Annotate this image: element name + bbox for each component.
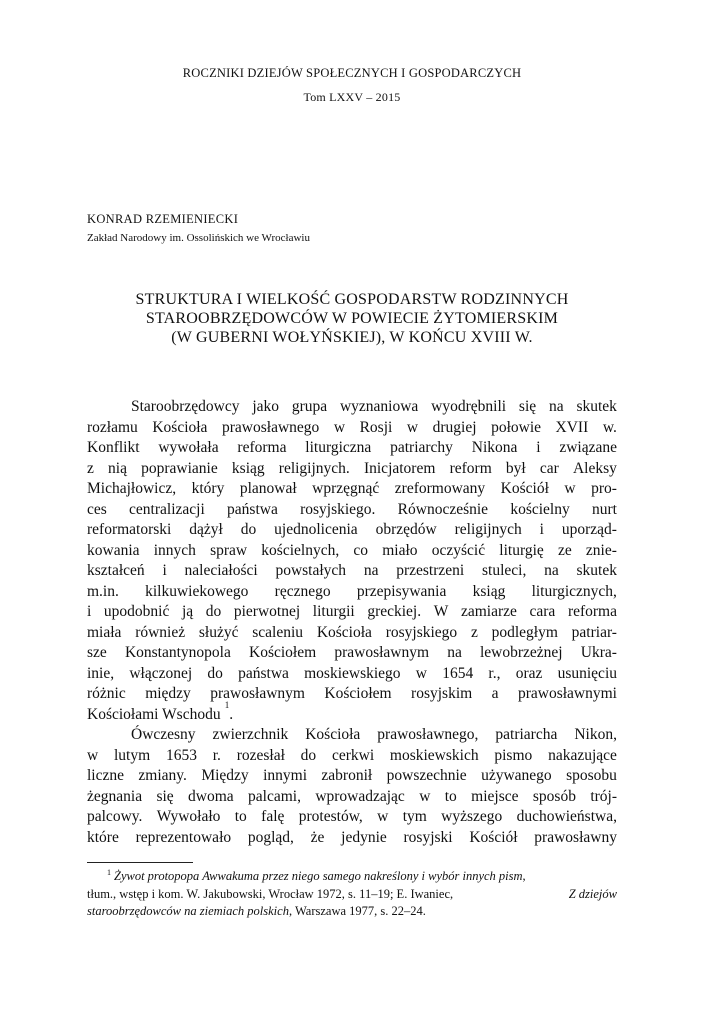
paragraph-line: z nią poprawianie ksiąg religijnych. Inicjatorem reform był car Aleksy xyxy=(87,459,617,477)
paragraph-2 xyxy=(87,725,617,848)
title-line: STRUKTURA I WIELKOŚĆ GOSPODARSTW RODZINNYCH xyxy=(135,291,569,308)
author-affiliation: Zakład Narodowy im. Ossolińskich we Wrocławiu xyxy=(87,232,310,244)
title-line: STAROOBRZĘDOWCÓW W POWIECIE ŻYTOMIERSKIM xyxy=(145,310,559,327)
paragraph-line: liczne zmiany. Między innymi zabronił powszechnie używanego sposobu xyxy=(87,767,617,784)
footnote-line xyxy=(87,886,617,904)
paragraph-line: m.in. kilkuwiekowego ręcznego przepisywania ksiąg liturgicznych, xyxy=(87,582,617,600)
paragraph-line: ces centralizacji państwa rosyjskiego. Równocześnie kościelny nurt xyxy=(87,500,617,518)
footnote-text: tłum., wstęp i kom. W. Jakubowski, Wrocław 1972, s. 11–19; E. Iwaniec, xyxy=(87,886,454,901)
paragraph-line: które reprezentowało pogląd, że jedynie rosyjski Kościół prawosławny xyxy=(87,828,617,846)
paragraph-line: palcowy. Wywołało to falę protestów, w tym wyższego duchowieństwa, xyxy=(87,808,617,825)
footnote-rule xyxy=(87,862,193,863)
footnote-line xyxy=(87,903,617,921)
title-line: (W GUBERNI WOŁYŃSKIEJ), W KOŃCU XVIII W. xyxy=(171,329,533,346)
author-name: KONRAD RZEMIENIECKI xyxy=(87,212,239,226)
footnote xyxy=(87,868,617,921)
paragraph-line: w lutym 1653 r. rozesłał do cerkwi moskiewskich pismo nakazujące xyxy=(87,746,617,764)
footnote-line: 1 Żywot protopopa Awwakuma przez niego samego nakreślony i wybór innych pism, xyxy=(87,868,617,886)
footnote-title-italic: Z dziejów xyxy=(568,886,617,901)
paragraph-line: Konflikt wywołała reforma liturgiczna patriarchy Nikona i związane xyxy=(87,439,617,456)
footnote-text: , Warszawa 1977, s. 22–24. xyxy=(288,904,426,918)
paragraph-line: Michajłowicz, który planował wprzęgnąć zreformowany Kościół w pro- xyxy=(87,480,617,497)
paragraph-line: żegnania się dwoma palcami, wprowadzając w to miejsce sposób trój- xyxy=(87,787,617,805)
footnote-title-italic: staroobrzędowców na ziemiach polskich xyxy=(87,904,289,918)
footnote-ref[interactable]: 1 xyxy=(224,699,230,710)
article-title xyxy=(60,290,644,347)
paragraph-line: miała również służyć scaleniu Kościoła rosyjskiego z podległym patriar- xyxy=(87,623,617,641)
paragraph-line: kowania innych spraw kościelnych, co miało oczyścić liturgię ze znie- xyxy=(87,541,617,559)
paragraph-1-last: Kościołami Wschodu xyxy=(87,705,221,723)
paragraph-line: Staroobrzędowcy jako grupa wyznaniowa wyodrębnili się na skutek xyxy=(131,398,617,415)
paragraph-line: różnic między prawosławnym Kościołem rosyjskim a prawosławnymi xyxy=(87,685,617,702)
paragraph-line: kształceń i naleciałości powstałych na przestrzeni stuleci, na skutek xyxy=(87,562,617,579)
paragraph-line: rozłamu Kościoła prawosławnego w Rosji w drugiej połowie XVII w. xyxy=(87,418,617,436)
paragraph-line: sze Konstantynopola Kościołem prawosławnym na lewobrzeżnej Ukra- xyxy=(87,644,617,661)
paragraph-line: i upodobnić ją do pierwotnej liturgii greckiej. W zamiarze cara reforma xyxy=(87,603,617,620)
footnote-title-italic: Żywot protopopa Awwakuma przez niego samego nakreślony i wybór innych pism xyxy=(114,869,523,883)
journal-volume: Tom LXXV – 2015 xyxy=(303,90,401,104)
paragraph-line: Kościołami Wschodu 1 . xyxy=(87,705,617,726)
paragraph-1 xyxy=(87,397,617,705)
article-body xyxy=(87,397,617,848)
footnote-punct: , xyxy=(522,869,526,883)
journal-title: ROCZNIKI DZIEJÓW SPOŁECZNYCH I GOSPODARCZYCH xyxy=(182,66,522,80)
paragraph-line: inie, włączonej do państwa moskiewskiego w 1654 r., oraz usunięciu xyxy=(87,664,617,682)
paragraph-line: Ówczesny zwierzchnik Kościoła prawosławnego, patriarcha Nikon, xyxy=(131,726,617,743)
paragraph-line: reformatorski dążył do ujednolicenia obrzędów religijnych i uporząd- xyxy=(87,521,617,538)
